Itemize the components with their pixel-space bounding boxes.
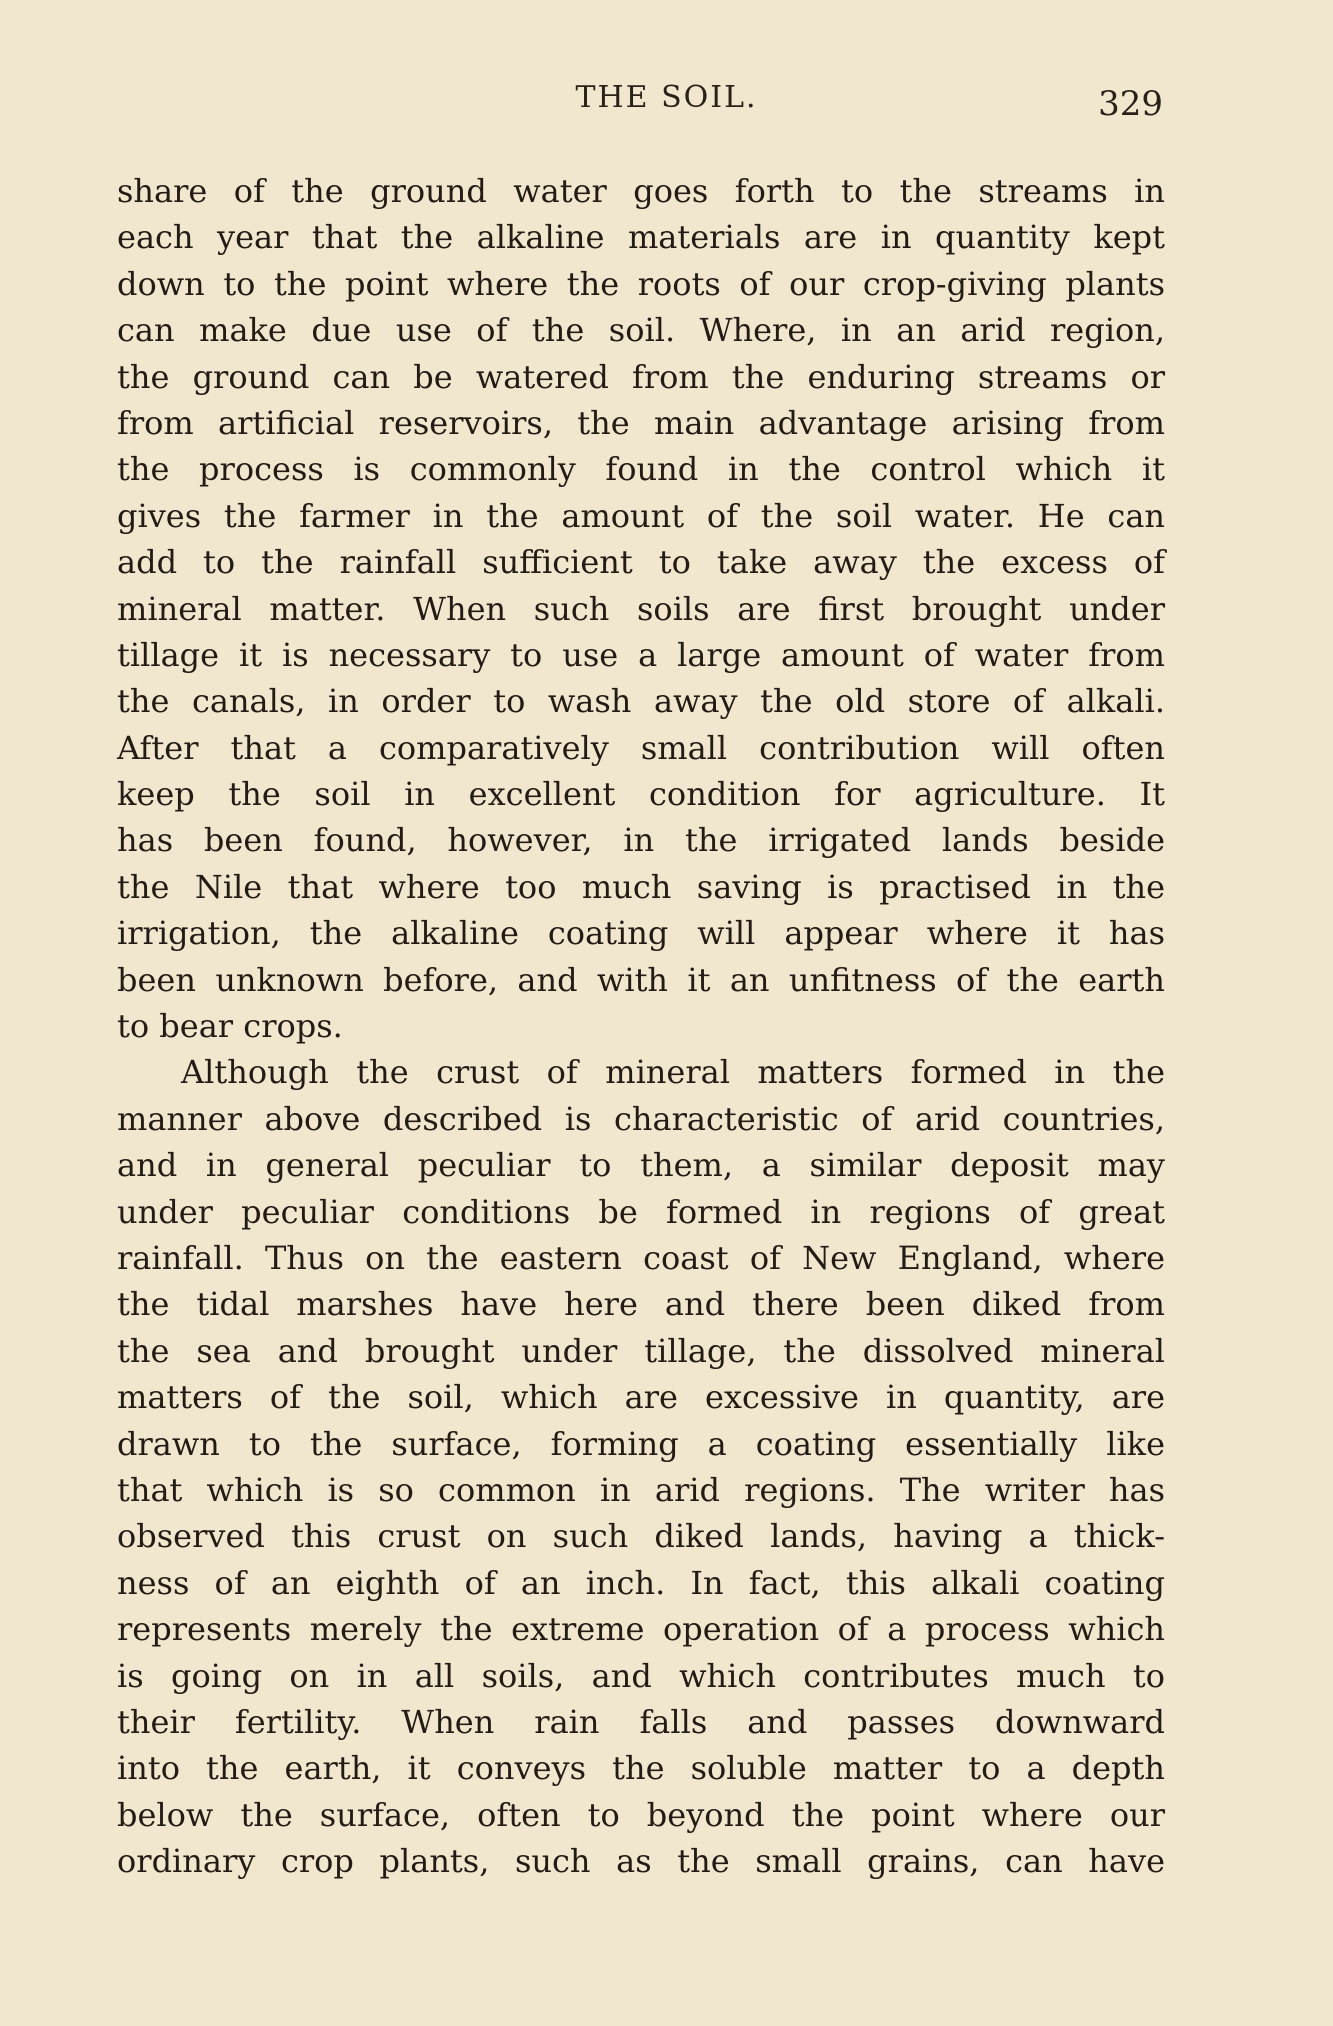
text-line: each year that the alkaline materials are in quantity kept	[117, 218, 1165, 257]
text-line: observed this crust on such diked lands, having a thick-	[117, 1517, 1165, 1556]
text-line: keep the soil in excellent condition for agriculture. It	[117, 775, 1165, 814]
text-line: under peculiar conditions be formed in regions of great	[117, 1192, 1165, 1231]
text-line: the process is commonly found in the control which it	[117, 450, 1165, 489]
text-line: is going on in all soils, and which contributes much to	[117, 1656, 1165, 1695]
text-line: that which is so common in arid regions. The writer has	[117, 1470, 1165, 1509]
text-line: below the surface, often to beyond the point where our	[117, 1795, 1165, 1834]
text-line: add to the rainfall sufficient to take away the excess of	[117, 543, 1165, 582]
text-line: gives the farmer in the amount of the soil water. He can	[117, 496, 1165, 535]
text-line: ness of an eighth of an inch. In fact, this alkali coating	[117, 1563, 1165, 1602]
running-title: THE SOIL.	[575, 80, 758, 115]
body-text	[117, 168, 1165, 1884]
text-line: manner above described is characteristic of arid countries,	[117, 1099, 1165, 1138]
paragraph-end-line: to bear crops.	[117, 1007, 343, 1046]
text-line: share of the ground water goes forth to the streams in	[117, 172, 1165, 210]
text-line: and in general peculiar to them, a similar deposit may	[117, 1146, 1165, 1185]
text-line: mineral matter. When such soils are first brought under	[117, 589, 1165, 628]
text-line: from artificial reservoirs, the main advantage arising from	[117, 403, 1165, 442]
paragraph-start-line: Although the crust of mineral matters formed in the	[181, 1053, 1165, 1092]
text-line: matters of the soil, which are excessive in quantity, are	[117, 1378, 1165, 1417]
text-line: can make due use of the soil. Where, in an arid region,	[117, 311, 1165, 350]
text-line: been unknown before, and with it an unfitness of the earth	[117, 960, 1165, 999]
running-head	[0, 76, 1333, 136]
text-line: has been found, however, in the irrigated lands beside	[117, 821, 1165, 860]
text-line: their fertility. When rain falls and passes downward	[117, 1702, 1165, 1741]
text-line: the ground can be watered from the enduring streams or	[117, 357, 1165, 396]
text-line: After that a comparatively small contribution will often	[117, 728, 1165, 767]
text-line: ordinary crop plants, such as the small grains, can have	[117, 1842, 1165, 1881]
text-line: tillage it is necessary to use a large amount of water from	[117, 635, 1165, 674]
text-line: down to the point where the roots of our crop-giving plants	[117, 264, 1165, 303]
text-line: drawn to the surface, forming a coating essentially like	[117, 1424, 1165, 1463]
text-line: the canals, in order to wash away the old store of alkali.	[117, 682, 1165, 721]
text-line: the tidal marshes have here and there been diked from	[117, 1285, 1165, 1324]
text-line: the Nile that where too much saving is practised in the	[117, 867, 1165, 906]
text-line: the sea and brought under tillage, the dissolved mineral	[117, 1331, 1165, 1370]
text-line: represents merely the extreme operation of a process which	[117, 1610, 1165, 1649]
page-number: 329	[1098, 84, 1163, 124]
text-line: irrigation, the alkaline coating will appear where it has	[117, 914, 1165, 953]
text-line: into the earth, it conveys the soluble matter to a depth	[117, 1749, 1165, 1788]
text-line: rainfall. Thus on the eastern coast of New England, where	[117, 1238, 1165, 1277]
